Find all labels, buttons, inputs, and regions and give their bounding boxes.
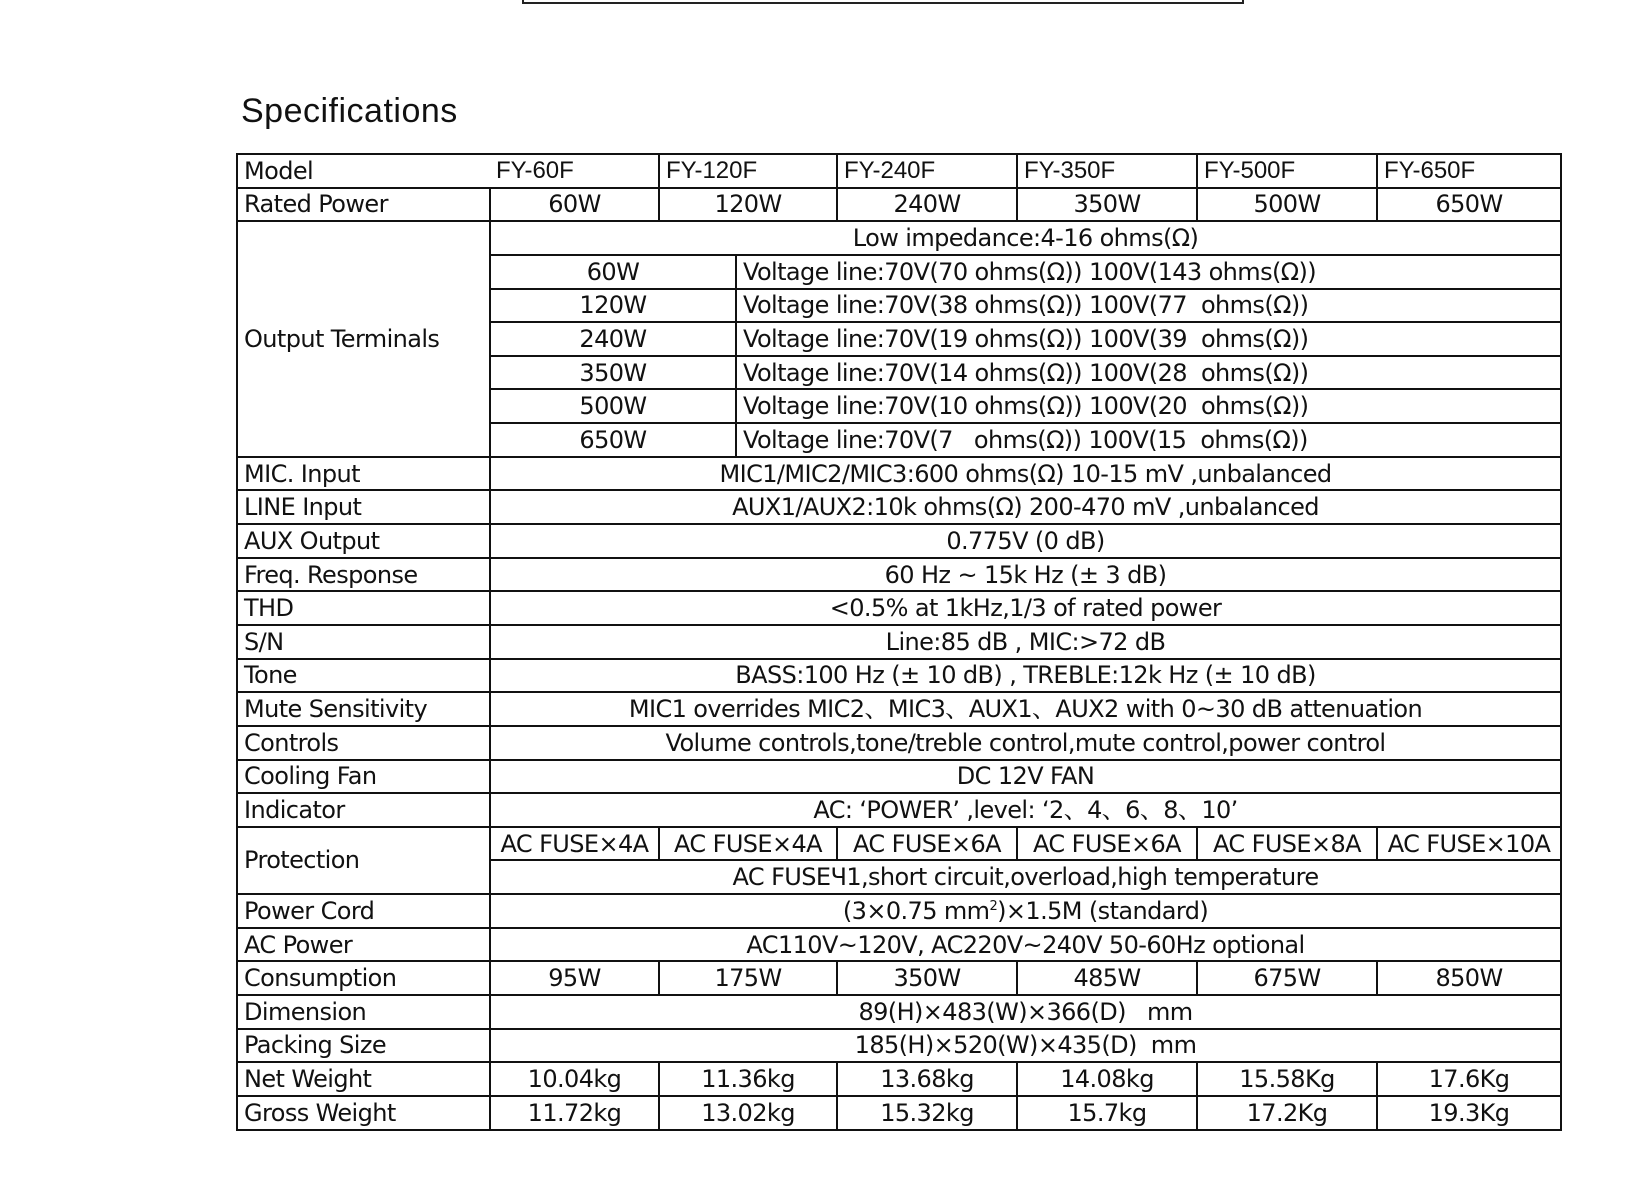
gross-weight-cell: 19.3Kg [1377,1096,1561,1130]
consumption-cell: 95W [490,961,659,995]
specifications-table [236,153,1562,1131]
row-model [237,154,1561,188]
label-consumption: Consumption [237,961,490,995]
rated-power-cell: 650W [1377,188,1561,222]
output-power-cell: 240W [490,322,736,356]
row-protection [237,827,1561,861]
rated-power-cell: 350W [1017,188,1197,222]
label-mute-sensitivity: Mute Sensitivity [237,692,490,726]
rated-power-cell: 240W [837,188,1017,222]
label-tone: Tone [237,659,490,693]
label-output-terminals: Output Terminals [237,221,490,456]
voltage-line-cell: Voltage line:70V(10 ohms(Ω)) 100V(20 ohms(Ω)) [736,389,1561,423]
top-frame-edge [522,0,1244,4]
output-power-cell: 650W [490,423,736,457]
voltage-line-cell: Voltage line:70V(70 ohms(Ω)) 100V(143 ohms(Ω)) [736,255,1561,289]
aux-output-value: 0.775V (0 dB) [490,524,1561,558]
row-dimension [237,995,1561,1029]
label-ac-power: AC Power [237,928,490,962]
label-packing-size: Packing Size [237,1029,490,1063]
controls-value: Volume controls,tone/treble control,mute control,power control [490,726,1561,760]
consumption-cell: 485W [1017,961,1197,995]
row-power-cord [237,894,1561,928]
mic-input-value: MIC1/MIC2/MIC3:600 ohms(Ω) 10-15 mV ,unbalanced [490,457,1561,491]
page-title: Specifications [241,92,458,130]
rated-power-cell: 120W [659,188,837,222]
gross-weight-cell: 15.7kg [1017,1096,1197,1130]
rated-power-cell: 60W [490,188,659,222]
row-gross-weight [237,1096,1561,1130]
power-cord-prefix: (3×0.75 mm [842,896,990,925]
net-weight-cell: 15.58Kg [1197,1062,1377,1096]
row-indicator [237,793,1561,827]
model-header: FY-120F [659,154,837,188]
label-gross-weight: Gross Weight [237,1096,490,1130]
label-power-cord: Power Cord [237,894,490,928]
mute-sensitivity-value: MIC1 overrides MIC2、MIC3、AUX1、AUX2 with 0~30 dB attenuation [490,692,1561,726]
fuse-cell: AC FUSE×6A [837,827,1017,861]
consumption-cell: 850W [1377,961,1561,995]
output-power-cell: 500W [490,389,736,423]
label-thd: THD [237,591,490,625]
row-tone [237,659,1561,693]
packing-size-value: 185(H)×520(W)×435(D) mm [490,1029,1561,1063]
consumption-cell: 350W [837,961,1017,995]
voltage-line-cell: Voltage line:70V(38 ohms(Ω)) 100V(77 ohms(Ω)) [736,289,1561,323]
row-mic-input [237,457,1561,491]
label-freq-response: Freq. Response [237,558,490,592]
fuse-cell: AC FUSE×6A [1017,827,1197,861]
label-line-input: LINE Input [237,490,490,524]
label-cooling-fan: Cooling Fan [237,760,490,794]
label-model: Model [237,154,490,188]
consumption-cell: 675W [1197,961,1377,995]
power-cord-value [490,894,1561,928]
output-power-cell: 60W [490,255,736,289]
row-controls [237,726,1561,760]
voltage-line-cell: Voltage line:70V(19 ohms(Ω)) 100V(39 ohms(Ω)) [736,322,1561,356]
net-weight-cell: 13.68kg [837,1062,1017,1096]
row-ac-power [237,928,1561,962]
row-rated-power [237,188,1561,222]
output-power-cell: 120W [490,289,736,323]
low-impedance-cell: Low impedance:4-16 ohms(Ω) [490,221,1561,255]
label-net-weight: Net Weight [237,1062,490,1096]
gross-weight-cell: 15.32kg [837,1096,1017,1130]
model-header: FY-240F [837,154,1017,188]
voltage-line-cell: Voltage line:70V(7 ohms(Ω)) 100V(15 ohms(Ω)) [736,423,1561,457]
net-weight-cell: 17.6Kg [1377,1062,1561,1096]
row-line-input [237,490,1561,524]
model-header: FY-60F [490,154,659,188]
label-protection: Protection [237,827,490,894]
thd-value: <0.5% at 1kHz,1/3 of rated power [490,591,1561,625]
model-header: FY-650F [1377,154,1561,188]
label-aux-output: AUX Output [237,524,490,558]
output-power-cell: 350W [490,356,736,390]
label-controls: Controls [237,726,490,760]
fuse-cell: AC FUSE×4A [490,827,659,861]
sn-value: Line:85 dB , MIC:>72 dB [490,625,1561,659]
row-aux-output [237,524,1561,558]
row-sn [237,625,1561,659]
net-weight-cell: 11.36kg [659,1062,837,1096]
fuse-cell: AC FUSE×8A [1197,827,1377,861]
ac-power-value: AC110V~120V, AC220V~240V 50-60Hz optional [490,928,1561,962]
tone-value: BASS:100 Hz (± 10 dB) , TREBLE:12k Hz (± 10 dB) [490,659,1561,693]
freq-response-value: 60 Hz ~ 15k Hz (± 3 dB) [490,558,1561,592]
row-freq-response [237,558,1561,592]
voltage-line-cell: Voltage line:70V(14 ohms(Ω)) 100V(28 ohms(Ω)) [736,356,1561,390]
label-mic-input: MIC. Input [237,457,490,491]
power-cord-superscript: 2 [989,898,998,914]
power-cord-suffix: )×1.5M (standard) [997,896,1209,925]
cooling-fan-value: DC 12V FAN [490,760,1561,794]
gross-weight-cell: 13.02kg [659,1096,837,1130]
gross-weight-cell: 17.2Kg [1197,1096,1377,1130]
consumption-cell: 175W [659,961,837,995]
model-header: FY-500F [1197,154,1377,188]
net-weight-cell: 10.04kg [490,1062,659,1096]
label-indicator: Indicator [237,793,490,827]
label-sn: S/N [237,625,490,659]
fuse-cell: AC FUSE×10A [1377,827,1561,861]
model-header: FY-350F [1017,154,1197,188]
label-dimension: Dimension [237,995,490,1029]
fuse-cell: AC FUSE×4A [659,827,837,861]
label-rated-power: Rated Power [237,188,490,222]
line-input-value: AUX1/AUX2:10k ohms(Ω) 200-470 mV ,unbalanced [490,490,1561,524]
row-net-weight [237,1062,1561,1096]
row-packing-size [237,1029,1561,1063]
row-mute-sensitivity [237,692,1561,726]
net-weight-cell: 14.08kg [1017,1062,1197,1096]
row-cooling-fan [237,760,1561,794]
protection-general-value: AC FUSEЧ1,short circuit,overload,high temperature [490,860,1561,894]
rated-power-cell: 500W [1197,188,1377,222]
gross-weight-cell: 11.72kg [490,1096,659,1130]
row-thd [237,591,1561,625]
row-consumption [237,961,1561,995]
row-output-terminals [237,221,1561,255]
indicator-value: AC: ‘POWER’ ,level: ‘2、4、6、8、10’ [490,793,1561,827]
dimension-value: 89(H)×483(W)×366(D) mm [490,995,1561,1029]
